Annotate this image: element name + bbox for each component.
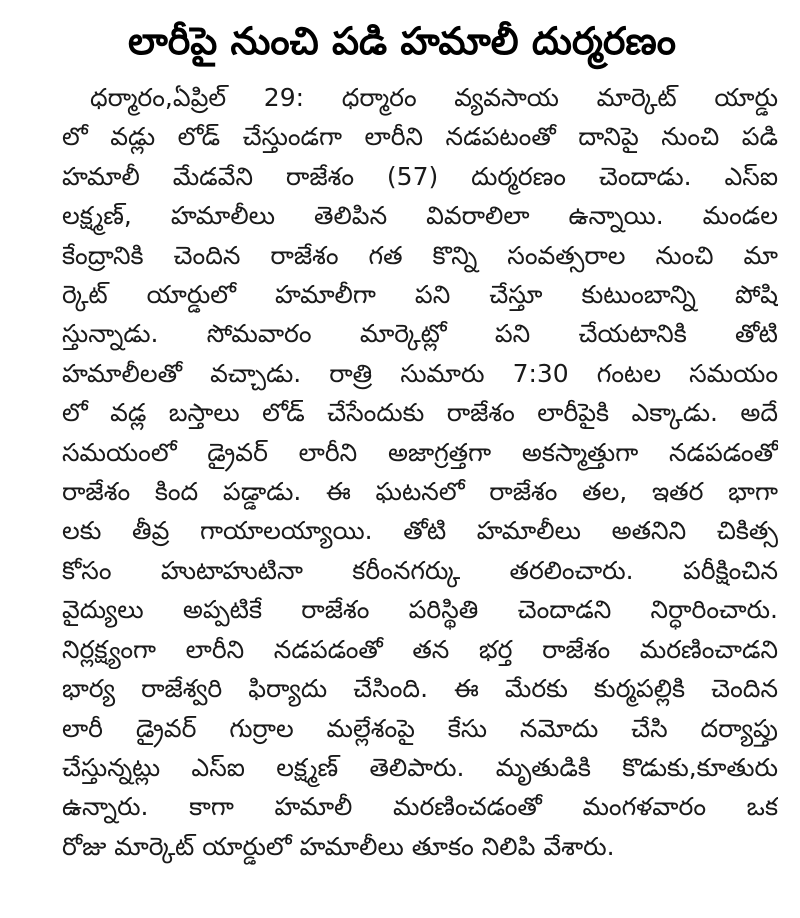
article-line: వైద్యులు అప్పటికే రాజేశం పరిస్థితి చెందాడని నిర్ధారించారు. [62, 595, 778, 625]
article-body [22, 74, 782, 866]
article-line: సమయంలో డ్రైవర్ లారీని అజాగ్రత్తగా అకస్మాత్తుగా నడపడంతో [62, 437, 778, 467]
article-headline: లారీపై నుంచి పడి హమాలీ దుర్మరణం [127, 19, 677, 63]
article-line: నిర్లక్ష్యంగా లారీని నడపడంతో తన భర్త రాజేశం మరణించాడని [62, 634, 778, 664]
article-line: హమాలీలతో వచ్చాడు. రాత్రి సుమారు 7:30 గంటల సమయం [62, 358, 778, 388]
article-line: లారీ డ్రైవర్ గుర్రాల మల్లేశంపై కేసు నమోదు చేసి దర్యాప్తు [62, 713, 778, 743]
article-line: హమాలీ మేడవేని రాజేశం (57) దుర్మరణం చెందాడు. ఎస్ఐ [62, 161, 778, 191]
article-line: ధర్మారం,ఏప్రిల్ 29: ధర్మారం వ్యవసాయ మార్కెట్ యార్డు [90, 83, 778, 112]
article-line: లక్ష్మణ్, హమాలీలు తెలిపిన వివరాలిలా ఉన్నాయి. మండల [62, 201, 778, 231]
article-line: రాజేశం కింద పడ్డాడు. ఈ ఘటనలో రాజేశం తల, ఇతర భాగా [62, 477, 778, 507]
article-line: లకు తీవ్ర గాయాలయ్యాయి. తోటి హమాలీలు అతనిని చికిత్స [62, 516, 778, 546]
article-line: భార్య రాజేశ్వరి ఫిర్యాదు చేసింది. ఈ మేరకు కుర్మపల్లికి చెందిన [62, 674, 778, 704]
article-line: లో వడ్ల బస్తాలు లోడ్ చేసేందుకు రాజేశం లారీపైకి ఎక్కాడు. అదే [62, 398, 778, 428]
article-line: స్తున్నాడు. సోమవారం మార్కెట్లో పని చేయటానికి తోటి [62, 319, 778, 349]
article-line: కేంద్రానికి చెందిన రాజేశం గత కొన్ని సంవత్సరాల నుంచి మా [62, 240, 778, 270]
article-line: రోజు మార్కెట్ యార్డులో హమాలీలు తూకం నిలిపి వేశారు. [62, 831, 615, 861]
article-line: ర్కెట్ యార్డులో హమాలీగా పని చేస్తూ కుటుంబాన్ని పోషి [62, 280, 778, 310]
article-line: కోసం హుటాహుటినా కరీంనగర్కు తరలించారు. పరీక్షించిన [62, 555, 778, 585]
article-line: ఉన్నారు. కాగా హమాలీ మరణించడంతో మంగళవారం ఒక [62, 792, 778, 822]
article-line: లో వడ్లు లోడ్ చేస్తుండగా లారీని నడపటంతో దానిపై నుంచి పడి [62, 122, 778, 152]
article-line: చేస్తున్నట్లు ఎస్ఐ లక్ష్మణ్ తెలిపారు. మృతుడికి కొడుకు,కూతురు [62, 752, 778, 782]
